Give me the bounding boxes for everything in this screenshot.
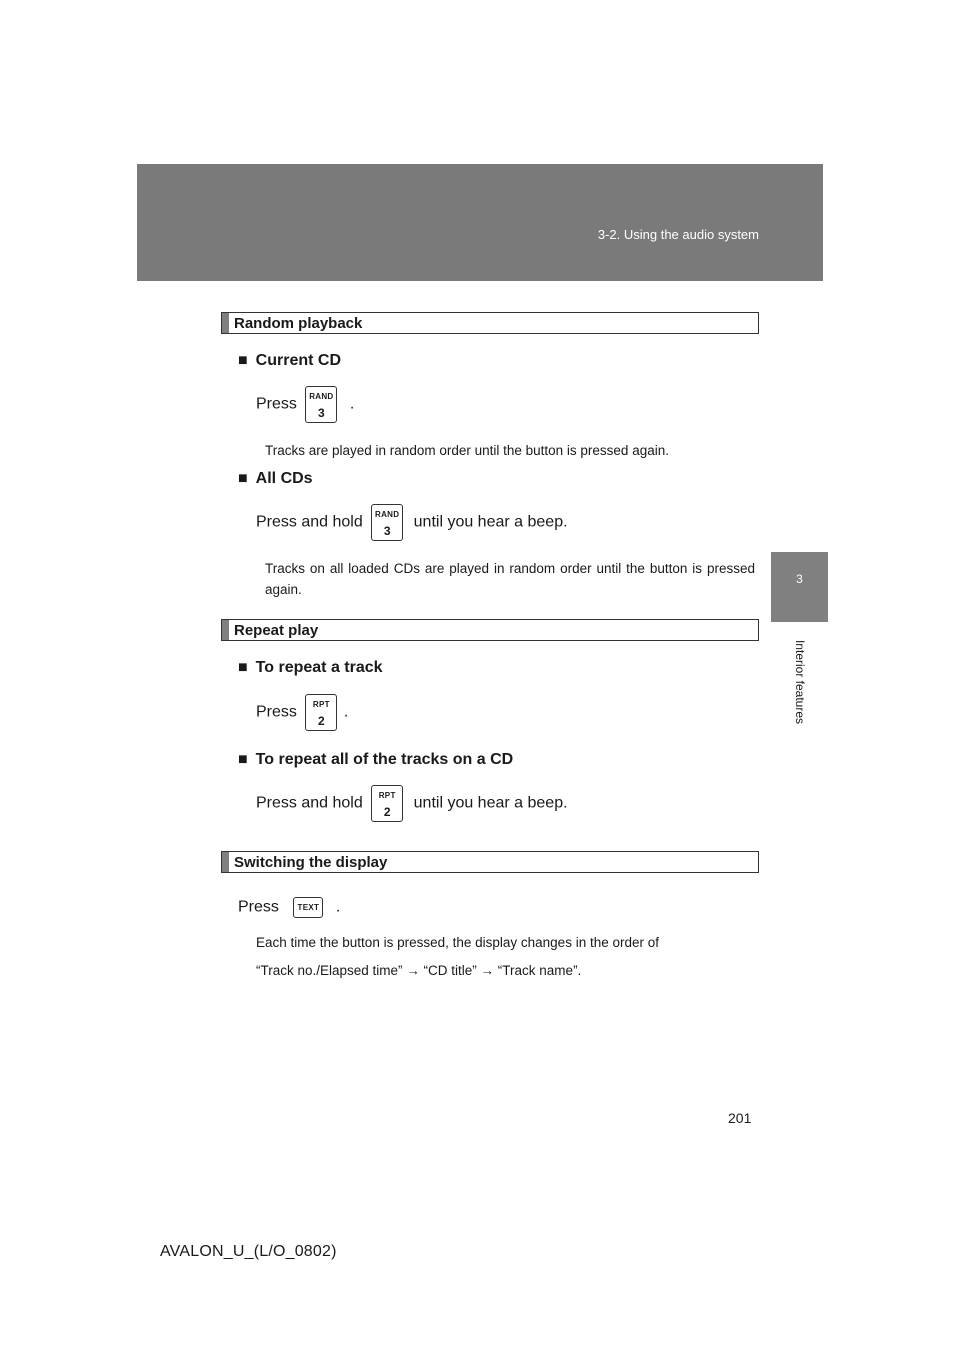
bullet-icon: ■	[238, 470, 248, 487]
note-display-1: Each time the button is pressed, the display changes in the order of	[256, 935, 659, 950]
subheading-repeat-all	[238, 751, 513, 769]
chapter-label: Interior features	[792, 639, 807, 725]
instruction-text: Press and hold	[256, 794, 363, 812]
section-heading-repeat	[221, 619, 759, 641]
instruction-repeat-track	[256, 694, 348, 731]
bullet-icon: ■	[238, 659, 248, 676]
chapter-number: 3	[796, 572, 803, 586]
subheading-text: To repeat a track	[255, 659, 383, 676]
section-heading-display	[221, 851, 759, 873]
section-title: Random playback	[234, 315, 363, 332]
note-display-2: “Track no./Elapsed time” → “CD title” → “Track name”.	[256, 963, 582, 978]
instruction-text: Press and hold	[256, 513, 363, 531]
subheading-text: Current CD	[255, 352, 342, 369]
button-number: 2	[318, 714, 325, 728]
heading-bar	[222, 313, 229, 333]
note-current-cd: Tracks are played in random order until the button is pressed again.	[265, 443, 669, 458]
chapter-label-wrap	[771, 622, 828, 742]
subheading-repeat-track	[238, 659, 383, 677]
bullet-icon: ■	[238, 352, 248, 369]
header-band	[137, 164, 823, 281]
bullet-icon: ■	[238, 751, 248, 768]
instruction-suffix: until you hear a beep.	[413, 513, 568, 531]
instruction-text: Press	[256, 703, 297, 721]
subheading-text: All CDs	[255, 470, 313, 487]
section-title: Repeat play	[234, 622, 319, 639]
text-button-icon	[293, 897, 323, 918]
heading-bar	[222, 852, 229, 872]
instruction-repeat-all	[256, 785, 568, 822]
instruction-all-cds	[256, 504, 568, 541]
instruction-suffix: until you hear a beep.	[413, 794, 568, 812]
button-number: 3	[318, 406, 325, 420]
instruction-display	[238, 897, 340, 918]
instruction-suffix: .	[349, 395, 355, 413]
instruction-current-cd	[256, 386, 354, 423]
heading-bar	[222, 620, 229, 640]
rpt-2-button-icon	[305, 694, 337, 731]
button-label: RPT	[312, 700, 330, 709]
button-label: RPT	[378, 791, 396, 800]
button-label: TEXT	[297, 903, 320, 912]
button-label: RAND	[309, 392, 334, 401]
rand-3-button-icon	[305, 386, 337, 423]
chapter-tab	[771, 552, 828, 622]
subheading-current-cd	[238, 352, 341, 370]
page-number: 201	[728, 1110, 752, 1126]
subheading-text: To repeat all of the tracks on a CD	[255, 751, 514, 768]
instruction-suffix: .	[335, 898, 341, 916]
section-title: Switching the display	[234, 854, 388, 871]
button-label: RAND	[375, 510, 400, 519]
instruction-text: Press	[256, 395, 297, 413]
button-number: 2	[383, 805, 391, 819]
section-label: 3-2. Using the audio system	[597, 227, 759, 242]
rand-3-button-icon	[371, 504, 403, 541]
instruction-suffix: .	[343, 703, 349, 721]
rpt-2-button-icon	[371, 785, 403, 822]
instruction-text: Press	[238, 898, 279, 916]
section-heading-random	[221, 312, 759, 334]
subheading-all-cds	[238, 470, 313, 488]
note-all-cds: Tracks on all loaded CDs are played in random order until the button is pressed again.	[265, 561, 755, 597]
button-number: 3	[383, 524, 391, 538]
footer-code: AVALON_U_(L/O_0802)	[160, 1243, 337, 1260]
